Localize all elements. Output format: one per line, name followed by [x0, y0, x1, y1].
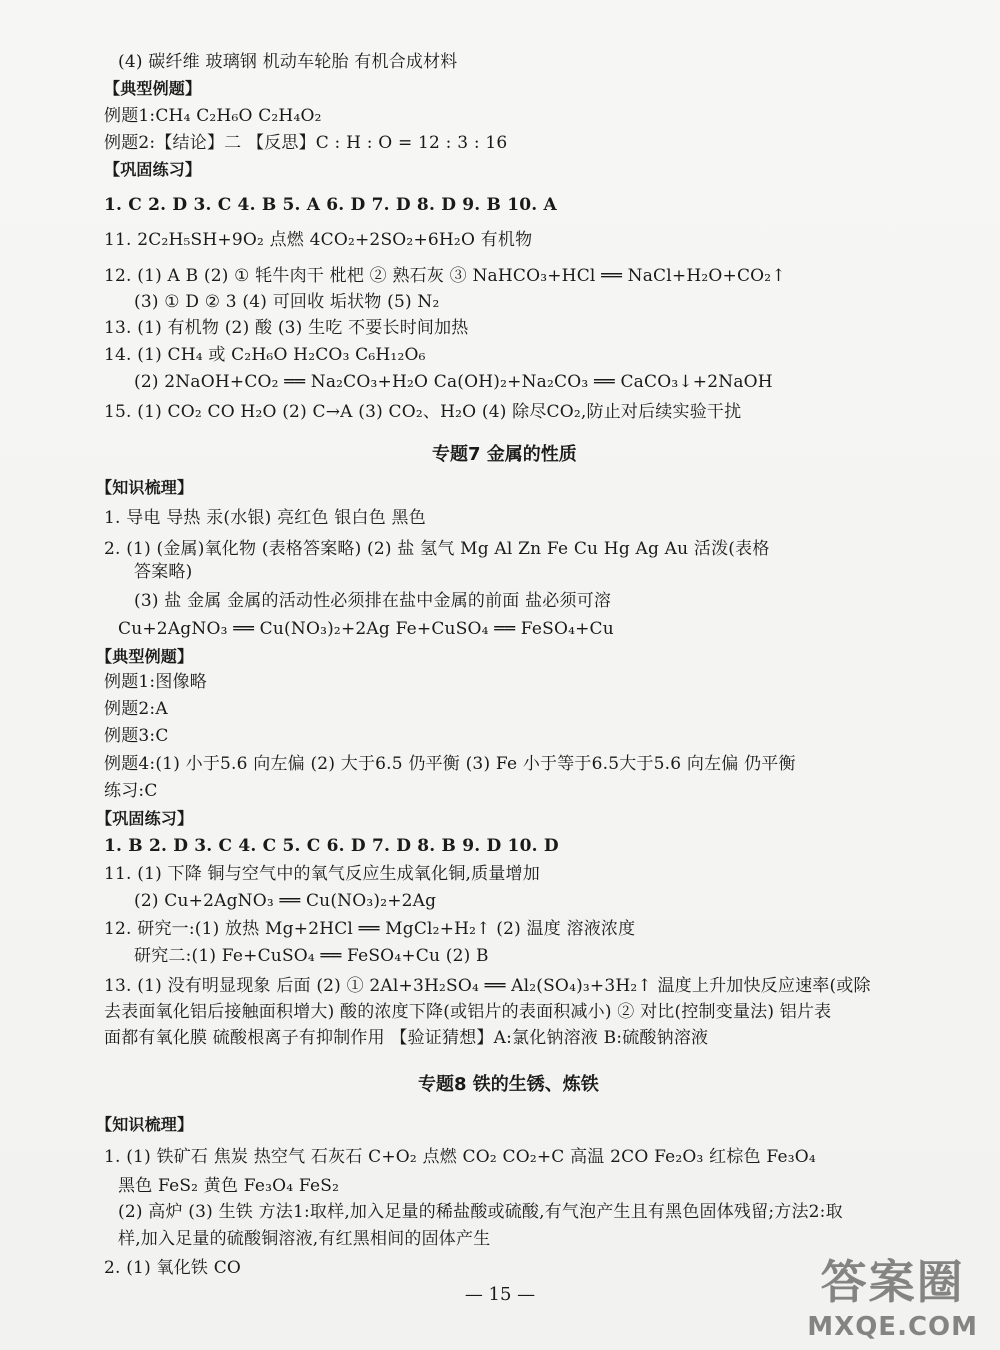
text-line: 例题1:CH₄ C₂H₆O C₂H₄O₂ [104, 106, 322, 126]
page-number: — 15 — [464, 1284, 536, 1305]
text-line: 11. 2C₂H₅SH+9O₂ 点燃 4CO₂+2SO₂+6H₂O 有机物 [104, 230, 533, 250]
text-line: 例题4:(1) 小于5.6 向左偏 (2) 大于6.5 仍平衡 (3) Fe 小于等于6.5大于5.6 向左偏 仍平衡 [104, 754, 796, 774]
text-line: 12. 研究一:(1) 放热 Mg+2HCl ══ MgCl₂+H₂↑ (2) 温度 溶液浓度 [104, 919, 636, 939]
section-label: 【巩固练习】 [104, 160, 202, 179]
section-label: 【知识梳理】 [96, 478, 194, 497]
text-line: 13. (1) 有机物 (2) 酸 (3) 生吃 不要长时间加热 [104, 318, 469, 338]
answer-key-row: 1. C 2. D 3. C 4. B 5. A 6. D 7. D 8. D 9. B 10. A [104, 195, 557, 215]
text-line: 12. (1) A B (2) ① 牦牛肉干 枇杷 ② 熟石灰 ③ NaHCO₃+HCl ══ NaCl+H₂O+CO₂↑ [104, 266, 786, 286]
text-line: 研究二:(1) Fe+CuSO₄ ══ FeSO₄+Cu (2) B [134, 946, 489, 966]
section-label: 【典型例题】 [96, 647, 194, 666]
text-line: 例题2:A [104, 699, 168, 719]
answer-key-row: 1. B 2. D 3. C 4. C 5. C 6. D 7. D 8. B 9. D 10. D [104, 836, 559, 856]
watermark-logo: 答案圈 [820, 1255, 965, 1309]
text-line: (2) 2NaOH+CO₂ ══ Na₂CO₃+H₂O Ca(OH)₂+Na₂CO₃ ══ CaCO₃↓+2NaOH [134, 372, 773, 392]
site-watermark [807, 1246, 978, 1342]
text-line: 14. (1) CH₄ 或 C₂H₆O H₂CO₃ C₆H₁₂O₆ [104, 345, 426, 365]
text-line: 样,加入足量的硫酸铜溶液,有红黑相间的固体产生 [118, 1229, 491, 1249]
section-label: 【巩固练习】 [96, 809, 194, 828]
text-line: 15. (1) CO₂ CO H₂O (2) C→A (3) CO₂、H₂O (4) 除尽CO₂,防止对后续实验干扰 [104, 402, 742, 422]
topic-heading: 专题8 铁的生锈、炼铁 [418, 1074, 599, 1095]
text-line: 例题3:C [104, 726, 169, 746]
text-line: 例题1:图像略 [104, 672, 207, 692]
text-line: 例题2:【结论】二 【反思】C : H : O = 12 : 3 : 16 [104, 133, 508, 153]
section-label: 【知识梳理】 [96, 1115, 194, 1134]
text-line: (2) Cu+2AgNO₃ ══ Cu(NO₃)₂+2Ag [134, 891, 437, 911]
text-line: (4) 碳纤维 玻璃钢 机动车轮胎 有机合成材料 [118, 52, 458, 72]
text-line: 2. (1) 氧化铁 CO [104, 1258, 242, 1278]
watermark-url: MXQE.COM [807, 1312, 978, 1342]
text-line: 13. (1) 没有明显现象 后面 (2) ① 2Al+3H₂SO₄ ══ Al₂(SO₄)₃+3H₂↑ 温度上升加快反应速率(或除 [104, 976, 871, 996]
text-line: 答案略) [134, 562, 193, 582]
text-line: 练习:C [104, 781, 158, 801]
text-line: Cu+2AgNO₃ ══ Cu(NO₃)₂+2Ag Fe+CuSO₄ ══ FeSO₄+Cu [118, 619, 614, 639]
topic-heading: 专题7 金属的性质 [432, 444, 577, 465]
text-line: 1. (1) 铁矿石 焦炭 热空气 石灰石 C+O₂ 点燃 CO₂ CO₂+C 高温 2CO Fe₂O₃ 红棕色 Fe₃O₄ [104, 1147, 816, 1167]
text-line: 去表面氧化铝后接触面积增大) 酸的浓度下降(或铝片的表面积减小) ② 对比(控制变量法) 铝片表 [104, 1002, 832, 1022]
text-line: 11. (1) 下降 铜与空气中的氧气反应生成氧化铜,质量增加 [104, 864, 540, 884]
section-label: 【典型例题】 [104, 79, 202, 98]
text-line: (2) 高炉 (3) 生铁 方法1:取样,加入足量的稀盐酸或硫酸,有气泡产生且有黑色固体残留;方法2:取 [118, 1202, 843, 1222]
text-line: 1. 导电 导热 汞(水银) 亮红色 银白色 黑色 [104, 508, 426, 528]
text-line: 黑色 FeS₂ 黄色 Fe₃O₄ FeS₂ [118, 1176, 340, 1196]
text-line: (3) ① D ② 3 (4) 可回收 垢状物 (5) N₂ [134, 292, 440, 312]
text-line: (3) 盐 金属 金属的活动性必须排在盐中金属的前面 盐必须可溶 [134, 591, 612, 611]
text-line: 面都有氧化膜 硫酸根离子有抑制作用 【验证猜想】A:氯化钠溶液 B:硫酸钠溶液 [104, 1028, 709, 1048]
text-line: 2. (1) (金属)氧化物 (表格答案略) (2) 盐 氢气 Mg Al Zn Fe Cu Hg Ag Au 活泼(表格 [104, 539, 770, 559]
